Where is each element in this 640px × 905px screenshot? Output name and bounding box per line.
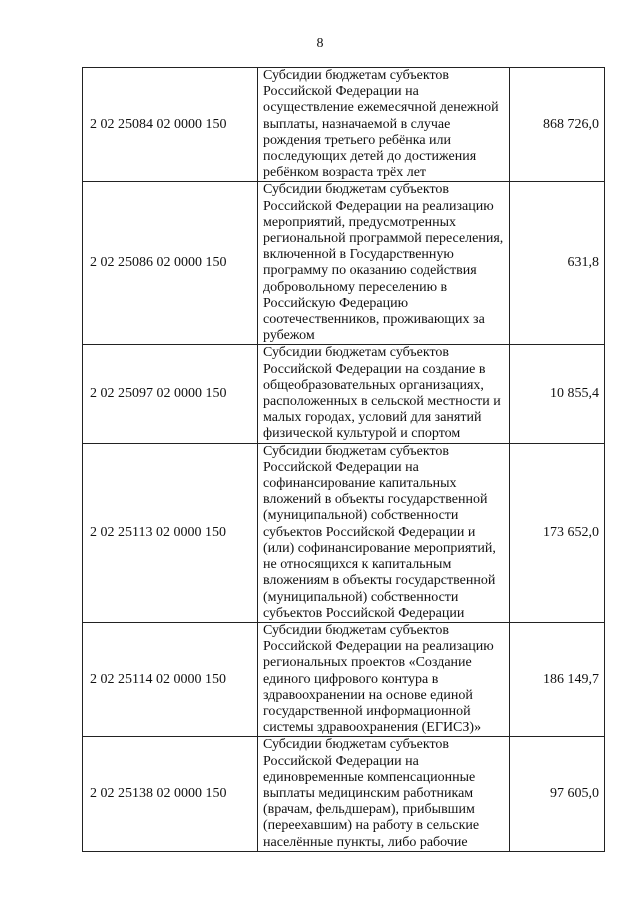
description-line: выплаты медицинским работникам [263, 785, 474, 801]
table-row [83, 737, 605, 851]
budget-code-cell: 2 02 25084 02 0000 150 [83, 68, 258, 182]
description-cell [258, 68, 510, 182]
description-line: (врачам, фельдшерам), прибывшим [263, 802, 475, 818]
description-line: добровольному переселению в [263, 279, 448, 295]
description-line: не относящихся к капитальным [263, 557, 452, 573]
description-line: единовременные компенсационные [263, 769, 476, 785]
description-line: Субсидии бюджетам субъектов [263, 182, 450, 198]
amount-cell: 97 605,0 [510, 737, 605, 851]
description-line: последующих детей до достижения [263, 149, 477, 165]
description-line: вложений в объекты государственной [263, 492, 488, 508]
table-row [83, 443, 605, 622]
table-row [83, 622, 605, 736]
description-line: Российской Федерации на [263, 84, 419, 100]
description-line: (или) софинансирование мероприятий, [263, 540, 496, 556]
description-line: населённые пункты, либо рабочие [263, 834, 468, 850]
budget-code-cell: 2 02 25113 02 0000 150 [83, 443, 258, 622]
description-line: (муниципальной) собственности [263, 508, 459, 524]
description-line: Российской Федерации на [263, 753, 419, 769]
table-row [83, 345, 605, 443]
description-line: государственной информационной [263, 703, 471, 719]
description-line: расположенных в сельской местности и [263, 394, 501, 410]
budget-code-cell: 2 02 25138 02 0000 150 [83, 737, 258, 851]
description-line: Российскую Федерацию [263, 295, 409, 311]
description-line: малых городах, условий для занятий [263, 410, 482, 426]
description-cell [258, 443, 510, 622]
description-line: Российской Федерации на создание в [263, 361, 486, 377]
description-line: выплаты, назначаемой в случае [263, 116, 451, 132]
description-line: Субсидии бюджетам субъектов [263, 68, 450, 83]
description-line: (муниципальной) собственности [263, 589, 459, 605]
budget-table [82, 67, 605, 852]
table-row [83, 182, 605, 345]
description-line: Субсидии бюджетам субъектов [263, 737, 450, 753]
description-line: программу по оказанию содействия [263, 263, 477, 279]
description-line: общеобразовательных организациях, [263, 377, 484, 393]
description-line: софинансирование капитальных [263, 476, 457, 492]
description-line: Субсидии бюджетам субъектов [263, 443, 450, 459]
amount-cell: 10 855,4 [510, 345, 605, 443]
description-line: физической культурой и спортом [263, 426, 461, 442]
description-line: рождения третьего ребёнка или [263, 132, 452, 148]
amount-cell: 868 726,0 [510, 68, 605, 182]
description-line: субъектов Российской Федерации и [263, 524, 476, 540]
description-line: региональных проектов «Создание [263, 655, 472, 671]
table-row [83, 68, 605, 182]
budget-code-cell: 2 02 25086 02 0000 150 [83, 182, 258, 345]
description-line: мероприятий, предусмотренных [263, 214, 457, 230]
amount-cell: 173 652,0 [510, 443, 605, 622]
description-line: включенной в Государственную [263, 247, 454, 263]
description-line: ребёнком возраста трёх лет [263, 165, 427, 181]
description-line: субъектов Российской Федерации [263, 605, 465, 621]
budget-code-cell: 2 02 25114 02 0000 150 [83, 622, 258, 736]
description-line: Субсидии бюджетам субъектов [263, 345, 450, 361]
description-line: Российской Федерации на реализацию [263, 198, 494, 214]
description-line: рубежом [263, 328, 315, 344]
description-line: Российской Федерации на реализацию [263, 639, 494, 655]
description-cell [258, 622, 510, 736]
description-line: Субсидии бюджетам субъектов [263, 622, 450, 638]
description-line: вложениям в объекты государственной [263, 573, 496, 589]
description-line: региональной программой переселения, [263, 231, 504, 247]
amount-cell: 186 149,7 [510, 622, 605, 736]
description-line: единого цифрового контура в [263, 671, 439, 687]
description-line: (переехавшим) на работу в сельские [263, 818, 480, 834]
description-line: системы здравоохранения (ЕГИСЗ)» [263, 720, 482, 736]
budget-code-cell: 2 02 25097 02 0000 150 [83, 345, 258, 443]
budget-table-body [83, 68, 605, 852]
description-line: соотечественников, проживающих за [263, 312, 485, 328]
amount-cell: 631,8 [510, 182, 605, 345]
description-line: Российской Федерации на [263, 459, 419, 475]
description-line: здравоохранении на основе единой [263, 687, 473, 703]
description-cell [258, 345, 510, 443]
description-line: осуществление ежемесячной денежной [263, 100, 499, 116]
description-cell [258, 737, 510, 851]
description-cell [258, 182, 510, 345]
page-number: 8 [316, 36, 324, 51]
